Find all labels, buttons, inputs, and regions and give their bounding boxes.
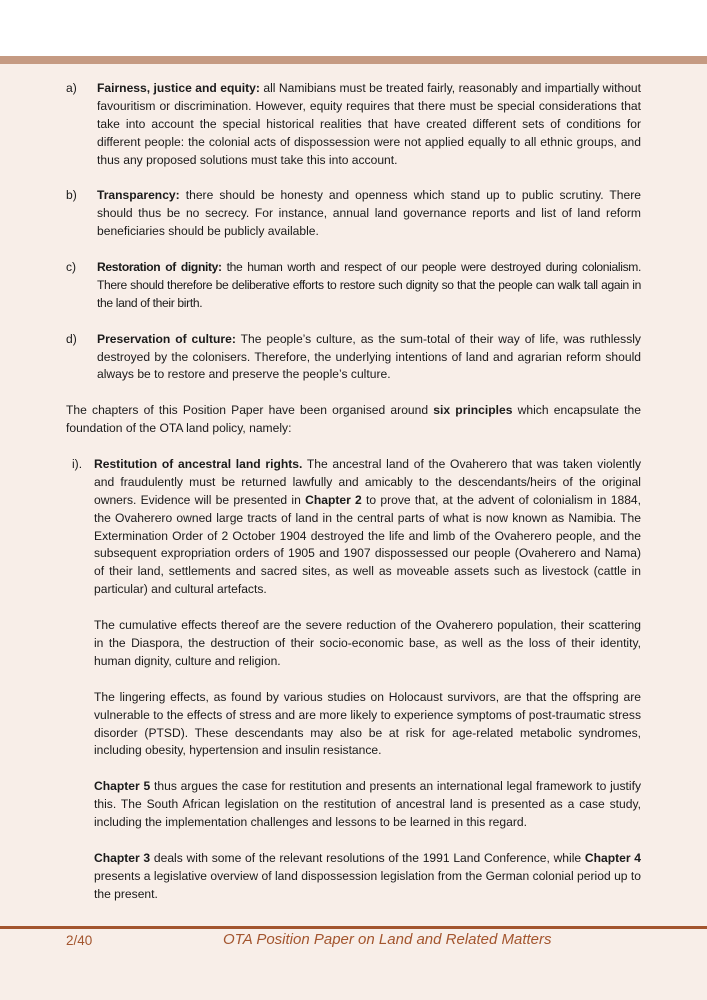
principle-body [94,456,641,904]
list-item-c [66,259,641,313]
chapter-ref: Chapter 4 [584,850,642,865]
list-item-a [66,80,641,170]
item-text: The people’s culture, as the sum-total of their way of life, was ruthlessly destroyed by the colonisers. Therefore, the underlying intentions of land and agrarian reform should always be to restore and preserve the people’s culture. [97,331,641,382]
list-marker: d) [66,331,77,346]
item-text: all Namibians must be treated fairly, reasonably and impartially without favouritism or discrimination. However, equity requires that there must be special considerations that take into account the special historical realities that have created different sets of conditions for different people: the colonial acts of dispossession were not applied equally to all ethnic groups, and thus any proposed solutions must take this into account. [97,81,642,167]
list-item-body [97,187,641,241]
principle-text: presents a legislative overview of land dispossession legislation from the German colonial period up to the present. [94,868,641,901]
page-content [0,64,707,926]
list-marker: a) [66,81,77,95]
principle-paragraph-3: The lingering effects, as found by various studies on Holocaust survivors, are that the offspring are vulnerable to the effects of stress and are more likely to experience symptoms of post-traumatic stress disorder (PTSD). These descendants may also be at risk for age-related metabolic syndromes, including obesity, hypertension and insulin resistance. [94,689,641,758]
text-block [66,80,641,904]
intro-text-end: which encapsulate the foundation of the OTA land policy, namely: [66,403,641,436]
item-term: Fairness, justice and equity: [97,81,260,95]
list-item-body [97,259,641,313]
principle-paragraph-4 [94,778,641,832]
list-marker: b) [66,188,77,203]
list-marker: c) [66,260,77,275]
item-text: the human worth and respect of our people were destroyed during colonialism. There should therefore be deliberative efforts to restore such dignity so that the people can walk tall again in the land of their birth. [97,260,641,310]
list-item-d [66,331,641,385]
principle-text: thus argues the case for restitution and presents an international legal framework to justify this. The South African legislation on the restitution of ancestral land is presented as a case study, including the implementation challenges and lessons to be learned in this regard. [94,779,641,830]
intro-paragraph [66,402,641,438]
item-term: Preservation of culture: [97,331,236,346]
principle-term: Restitution of ancestral land rights. [94,456,303,471]
header-rule [0,56,707,64]
principle-text: to prove that, at the advent of colonialism in 1884, the Ovaherero owned large tracts of land in the central parts of what is now known as Namibia. The Extermination Order of 2 October 1904 destroyed the life and limb of the Ovaherero people, and the subsequent expropriation orders of 1905 and 1907 dispossessed our people (Ovaherero and Nama) of their land, settlements and sacred sites, as well as moveable assets such as livestock (cattle in particular) and cultural artefacts. [94,492,642,597]
item-term: Transparency: [97,188,180,203]
chapter-ref: Chapter 3 [94,850,151,865]
principle-paragraph-2: The cumulative effects thereof are the severe reduction of the Ovaherero population, their scattering in the Diaspora, the destruction of their socio-economic base, as well as the loss of their identity, human dignity, culture and religion. [94,618,641,668]
principle-paragraph-5 [94,850,641,904]
list-item-body [97,331,641,385]
intro-text: The chapters of this Position Paper have been organised around [66,403,434,418]
chapter-ref: Chapter 5 [94,779,151,794]
principle-text: The ancestral land of the Ovaherero that was taken violently and fraudulently must be returned lawfully and amicably to the descendants/heirs of the original owners. Evidence will be presented in [94,456,641,507]
principle-paragraph-1 [94,456,641,599]
list-item-body [97,80,641,170]
list-item-b [66,187,641,241]
item-term: Restoration of dignity: [97,260,222,275]
page-number: 2/40 [66,933,93,948]
principle-text: deals with some of the relevant resolutions of the 1991 Land Conference, while [150,850,585,865]
chapter-ref: Chapter 2 [305,492,362,507]
principle-item [66,456,641,904]
principle-marker: i). [72,456,83,471]
item-text: there should be honesty and openness which stand up to public scrutiny. There should thus be no secrecy. For instance, annual land governance reports and list of land reform beneficiaries should be publicly available. [97,188,641,239]
intro-bold: six principles [433,403,513,418]
footer-title: OTA Position Paper on Land and Related Matters [223,931,552,948]
header-band [0,0,707,58]
